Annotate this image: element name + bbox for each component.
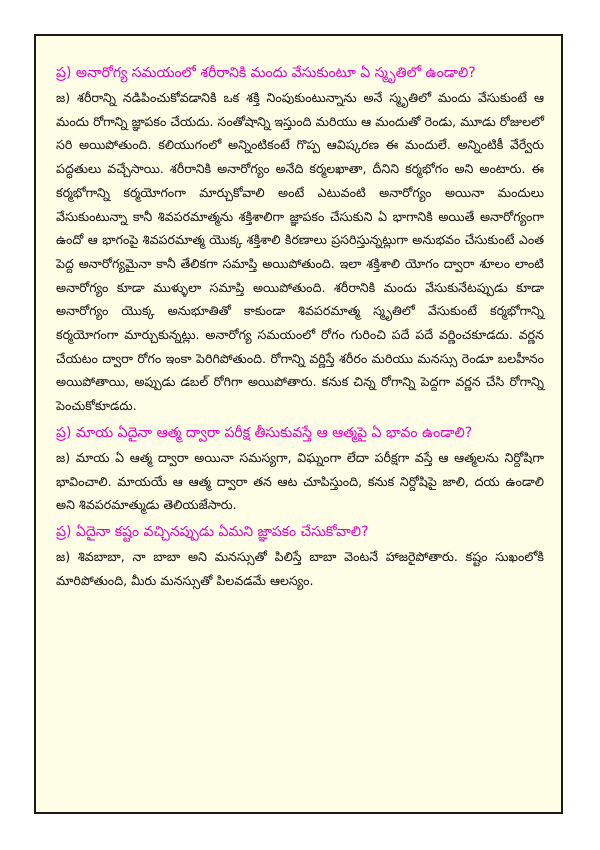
question-3: ప్ర) ఏదైనా కష్టం వచ్చినప్పుడు ఏమని జ్ఞాపకం చేసుకోవాలి? (56, 523, 369, 540)
question-2: ప్ర) మాయ ఏదైనా ఆత్మ ద్వారా పరీక్ష తీసుకువస్తే ఆ ఆత్మపై ఏ భావం ఉండాలి? (56, 424, 473, 441)
document-page (34, 34, 563, 814)
document-content (56, 62, 544, 596)
answer-2: జ) మాయ ఏ ఆత్మ ద్వారా అయినా సమస్యగా, విఘ్నంగా లేదా పరీక్షగా వస్తే ఆ ఆత్మలను నిర్దోషిగా భావించాలి. మాయయే ఆ ఆత్మ ద్వారా తన ఆట చూపిస్తుంది, కనుక నిర్దోషిపై జాలి, దయ ఉండాలి అని శివపరమాత్ముడు తెలియజేసారు. (56, 449, 544, 513)
question-1: ప్ర) అనారోగ్య సమయంలో శరీరానికి మందు వేసుకుంటూ ఏ స్మృతిలో ఉండాలి? (56, 65, 476, 81)
answer-3: జ) శివబాబా, నా బాబా అని మనస్సుతో పిలిస్తే బాబా వెంటనే హాజరైపోతారు. కష్టం సుఖంలోకి మారిపోతుంది, మీరు మనస్సుతో పిలవడమే ఆలస్యం. (56, 548, 544, 588)
answer-1: జ) శరీరాన్ని నడిపించుకోవడానికి ఒక శక్తి నింపుకుంటున్నాను అనే స్మృతిలో మందు వేసుకుంటే ఆ మందు రోగాన్ని జ్ఞాపకం చేయదు. సంతోషాన్ని ఇస్తుంది మరియు ఆ మందుతో రెండు, మూడు రోజులలో సరి అయిపోతుంది. కలియుగంలో అన్నింటికంటే గొప్ప ఆవిష్కరణ ఈ మందులే. అన్నింటికీ వేర్వేరు పద్ధతులు వచ్చేసాయి. శరీరానికి అనారోగ్యం అనేది కర్మలఖాతా, దీనిని కర్మభోగం అని అంటారు. ఈ కర్మభోగాన్ని కర్మయోగంగా మార్చుకోవాలి అంటే ఎటువంటి అనారోగ్యం అయినా మందులు వేసుకుంటున్నా కానీ శివపరమాత్మను శక్తిశాలిగా జ్ఞాపకం చేసుకుని ఏ భాగానికి అయితే అనారోగ్యంగా ఉందో ఆ భాగంపై శివపరమాత్మ యొక్క శక్తిశాలి కిరణాలు ప్రసరిస్తున్నట్లుగా అనుభవం చేసుకుంటే ఎంత పెద్ద అనారోగ్యమైనా కానీ తేలికగా సమాప్తి అయిపోతుంది. ఇలా శక్తిశాలి యోగం ద్వారా శూలం లాంటి అనారోగ్యం కూడా ముళ్ళులా సమాప్తి అయిపోతుంది. శరీరానికి మందు వేసుకునేటప్పుడు కూడా అనారోగ్యం యొక్క అనుభూతితో కాకుండా శివపరమాత్మ స్మృతిలో వేసుకుంటే కర్మభోగాన్ని కర్మయోగంగా మార్చుకున్నట్లు. అనారోగ్య సమయంలో రోగం గురించి పదే పదే వర్ణించకూడదు. వర్ణన చేయటం ద్వారా రోగం ఇంకా పెరిగిపోతుంది. రోగాన్ని వర్ణిస్తే శరీరం మరియు మనస్సు రెండూ బలహీనం అయిపోతాయి, అప్పుడు డబల్ రోగిగా అయిపోతారు. కనుక చిన్న రోగాన్ని పెద్దగా వర్ణన చేసి రోగాన్ని పెంచుకోకూడదు. (56, 90, 544, 414)
